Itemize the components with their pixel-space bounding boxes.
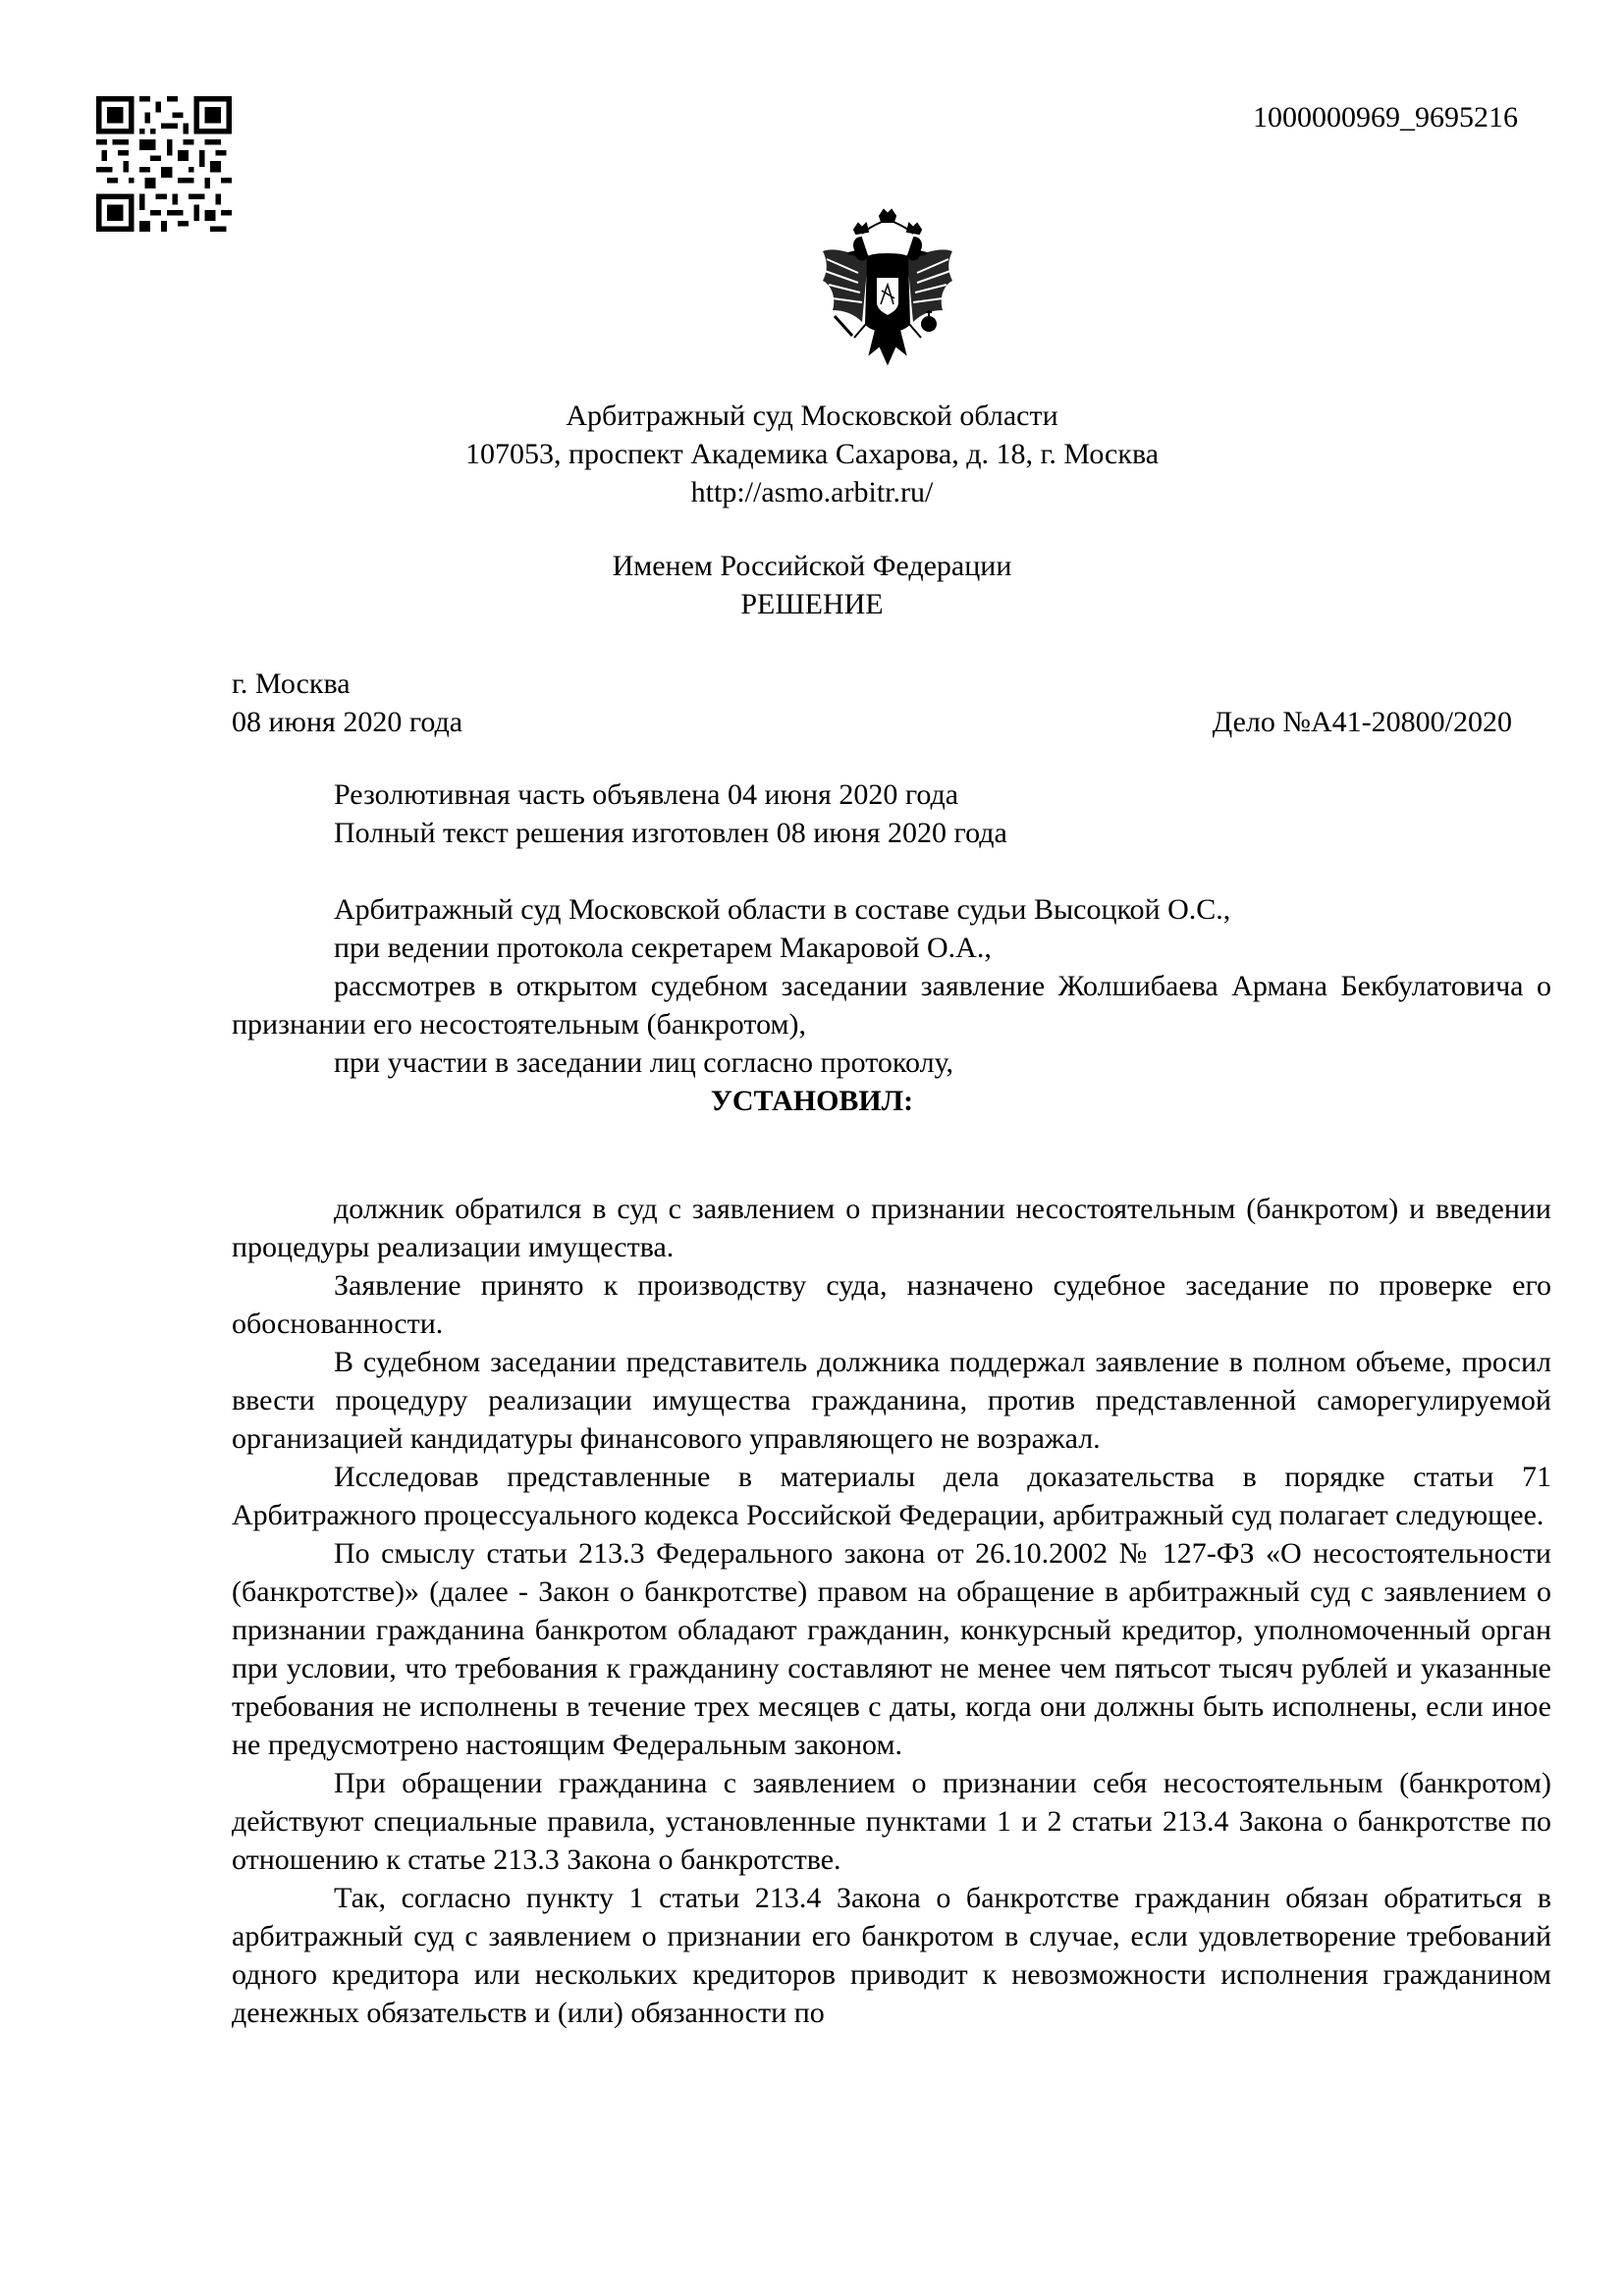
body-paragraph: По смыслу статьи 213.3 Федерального закона от 26.10.2002 № 127-ФЗ «О несостоятельности (банкротстве)» (далее - Закон о банкротстве) правом на обращение в арбитражный суд с заявлением о признании гражданина банкротом обладают гражданин, конкурсный кредитор, уполномоченный орган при условии, что требования к гражданину составляют не менее чем пятьсот тысяч рублей и указанные требования не исполнены в течение трех месяцев с даты, когда они должны быть исполнены, если иное не предусмотрено настоящим Федеральным законом. [232,1537,1551,1761]
section-heading-established: УСТАНОВИЛ: [710,1085,914,1117]
body-paragraph: При обращении гражданина с заявлением о признании себя несостоятельным (банкротом) действуют специальные правила, установленные пунктами 1 и 2 статьи 213.4 Закона о банкротстве по отношению к статье 213.3 Закона о банкротстве. [232,1767,1551,1876]
announcement-block [334,775,1007,852]
intro-paragraph: при участии в заседании лиц согласно протоколу, [334,1046,954,1079]
document-id: 1000000969_9695216 [1253,101,1518,133]
announcement-line: Полный текст решения изготовлен 08 июня 2020 года [334,817,1007,849]
coat-of-arms-icon [819,208,956,367]
court-address: 107053, проспект Академика Сахарова, д. 18, г. Москва [464,438,1160,470]
body-paragraph: должник обратился в суд с заявлением о признании несостоятельным (банкротом) и введении процедуры реализации имущества. [232,1193,1551,1263]
document-title: РЕШЕНИЕ [740,588,884,620]
court-website-link[interactable]: http://asmo.arbitr.ru/ [690,476,934,508]
court-name: Арбитражный суд Московской области [566,400,1058,432]
decision-heading [0,547,1624,623]
announcement-line: Резолютивная часть объявлена 04 июня 2020 года [334,778,959,811]
body-paragraph: Заявление принято к производству суда, назначено судебное заседание по проверке его обоснованности. [232,1269,1551,1340]
intro-paragraph: при ведении протокола секретарем Макаровой О.А., [334,932,992,964]
body-paragraph: В судебном заседании представитель должника поддержал заявление в полном объеме, просил ввести процедуру реализации имущества гражданина, против представленной саморегулируемой организацией кандидатуры финансового управляющего не возражал. [232,1346,1551,1455]
court-header [0,397,1624,511]
intro-section [232,890,1551,1082]
in-name-of-federation: Именем Российской Федерации [612,550,1012,582]
case-number: Дело №А41-20800/2020 [1212,706,1512,738]
intro-paragraph: рассмотрев в открытом судебном заседании заявление Жолшибаева Армана Бекбулатовича о признании его несостоятельным (банкротом), [232,970,1551,1041]
qr-code-icon [96,96,232,232]
intro-paragraph: Арбитражный суд Московской области в составе судьи Высоцкой О.С., [334,893,1231,926]
decision-date: 08 июня 2020 года [232,706,463,738]
main-text [232,1190,1551,2032]
decision-place: г. Москва [232,667,351,700]
body-paragraph: Исследовав представленные в материалы дела доказательства в порядке статьи 71 Арбитражного процессуального кодекса Российской Федерации, арбитражный суд полагает следующее. [232,1461,1551,1531]
body-paragraph: Так, согласно пункту 1 статьи 213.4 Закона о банкротстве гражданин обязан обратиться в арбитражный суд с заявлением о признании его банкротом в случае, если удовлетворение требований одного кредитора или нескольких кредиторов приводит к невозможности исполнения гражданином денежных обязательств и (или) обязанности по [232,1882,1551,2029]
